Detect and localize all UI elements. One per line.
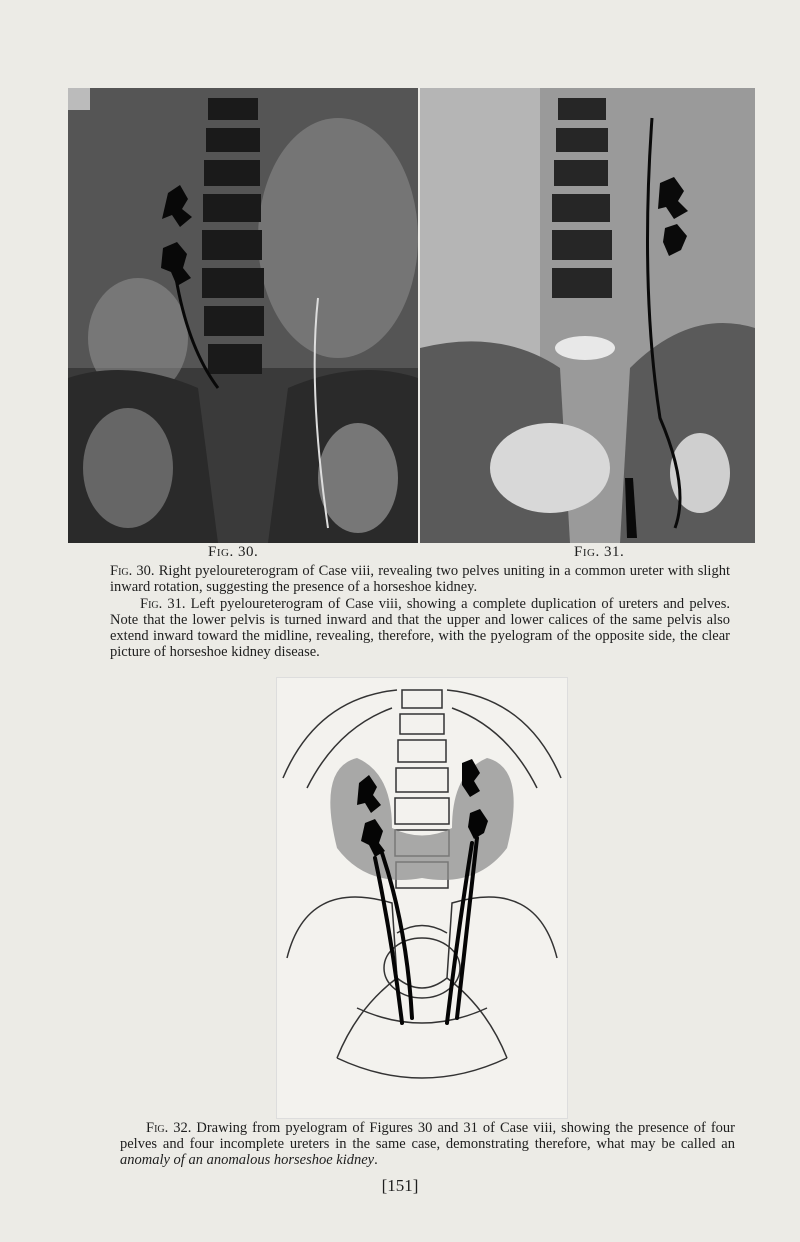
figure-30-caption <box>110 563 730 595</box>
page-number: [151] <box>381 1176 419 1195</box>
figure-31-label: Fig. 31. <box>574 544 625 560</box>
xray-figure-31 <box>420 88 755 543</box>
caption-32-end: . <box>374 1152 378 1168</box>
caption-30-lead: Fig. 30. <box>110 563 155 579</box>
figure-31-caption <box>110 596 730 660</box>
caption-32-text: Drawing from pyelogram of Figures 30 and 31 of Case viii, showing the presence of four pelves and four incomplete ureters in the same case, demonstrating therefore, what may be called an <box>120 1120 735 1152</box>
anatomical-drawing-figure-32 <box>276 677 568 1119</box>
horseshoe-kidney-drawing <box>277 678 567 1118</box>
figure-30-label: Fig. 30. <box>208 544 259 560</box>
caption-31-text: Left pyeloureterogram of Case viii, showing a complete duplication of ureters and pelves. Note that the lower pelvis is turned inward and that the upper and lower calices of the same pelvis also extend inward toward the midline, revealing, therefore, with the pyelogram of the opposite side, the clear picture of horseshoe kidney disease. <box>110 596 730 660</box>
caption-30-text: Right pyeloureterogram of Case viii, revealing two pelves uniting in a common ureter with slight inward rotation, suggesting the presence of a horseshoe kidney. <box>110 563 730 595</box>
caption-32-emphasis: anomaly of an anomalous horseshoe kidney <box>120 1152 375 1168</box>
caption-31-lead: Fig. 31. <box>140 596 186 612</box>
xray-image-30 <box>68 88 418 543</box>
caption-32-lead: Fig. 32. <box>146 1120 192 1136</box>
xray-figure-30 <box>68 88 418 543</box>
figure-32-caption <box>120 1120 735 1168</box>
xray-image-31 <box>420 88 755 543</box>
